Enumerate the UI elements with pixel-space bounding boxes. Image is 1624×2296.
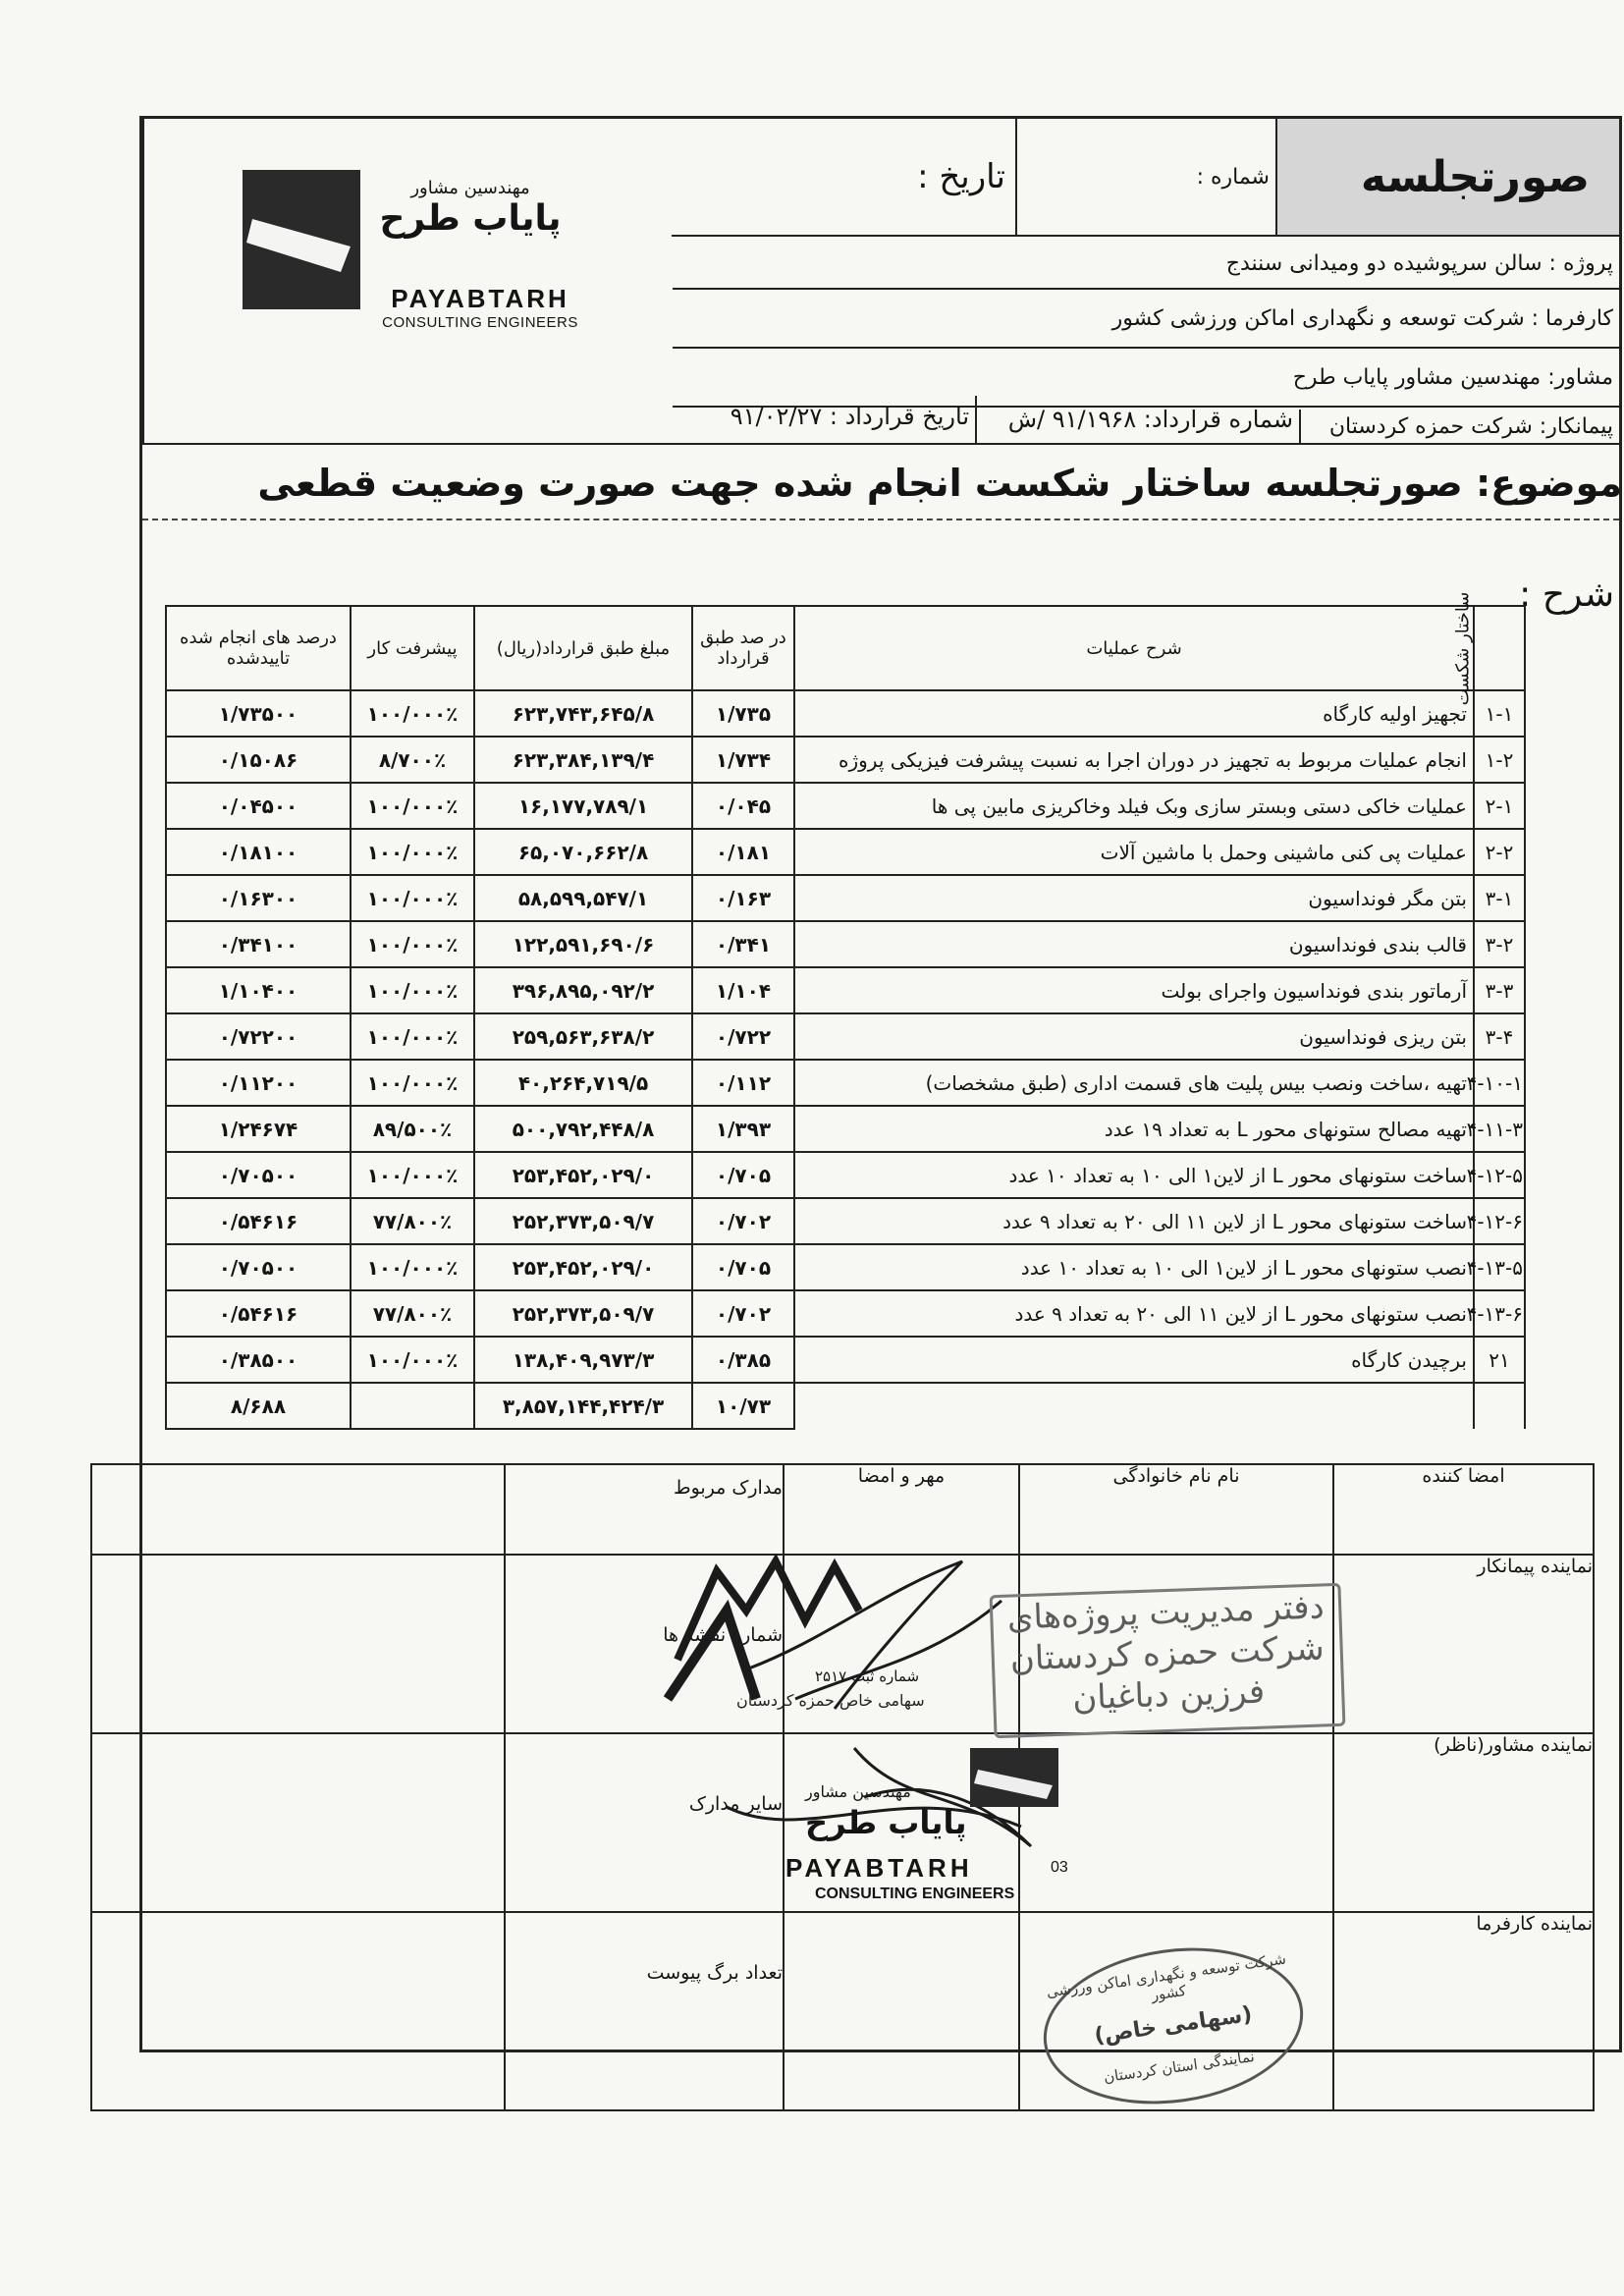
payabtarh-logo-icon [243,170,360,309]
table-row [166,1337,1525,1383]
cell-amount: ۶۲۳,۳۸۴,۱۳۹/۴ [474,737,692,783]
cell-code: ۳-۴ [1474,1013,1525,1060]
cell-pct: ۰/۱۸۱ [692,829,794,875]
cell-amount: ۲۵۹,۵۶۳,۶۳۸/۲ [474,1013,692,1060]
table-row [166,783,1525,829]
cell-desc: انجام عملیات مربوط به تجهیز در دوران اجرا به نسبت پیشرفت فیزیکی پروژه [794,737,1474,783]
dashed-divider [142,519,1619,520]
cell-code: ۱-۲ [1474,737,1525,783]
total-pct: ۱۰/۷۳ [692,1383,794,1429]
cell-desc: قالب بندی فونداسیون [794,921,1474,967]
col-progress-header: پیشرفت کار [351,606,474,690]
table-row [166,690,1525,737]
cell-pct: ۰/۷۰۲ [692,1290,794,1337]
empty-cell [91,1555,505,1733]
cell-desc: تهیه مصالح ستونهای محور L به تعداد ۱۹ عدد [794,1106,1474,1152]
cell-pct: ۰/۱۱۲ [692,1060,794,1106]
consultant-rep-label: نماینده مشاور(ناظر) [1333,1733,1594,1912]
table-row [166,875,1525,921]
page-code: 03 [1051,1859,1068,1876]
cell-desc: نصب ستونهای محور L از لاین ۱۱ الی ۲۰ به تعداد ۹ عدد [794,1290,1474,1337]
logo-english [372,284,588,331]
cell-amount: ۶۵,۰۷۰,۶۶۲/۸ [474,829,692,875]
logo-en-small: CONSULTING ENGINEERS [382,314,578,331]
doc-title: صورتجلسه [1275,119,1619,237]
cell-pct: ۰/۷۰۲ [692,1198,794,1244]
cell-pct: ۰/۷۰۵ [692,1152,794,1198]
cell-progress: ۱۰۰/۰۰۰٪ [351,1244,474,1290]
consult-stamp-fa-small: مهندسین مشاور [805,1782,911,1801]
seal-header: مهر و امضا [784,1464,1019,1555]
cell-progress: ۱۰۰/۰۰۰٪ [351,1060,474,1106]
cell-approved: ۰/۰۴۵۰۰ [166,783,351,829]
cell-pct: ۰/۳۸۵ [692,1337,794,1383]
table-row [166,921,1525,967]
seal-mid-text: (سهامی خاص) [1093,2001,1254,2050]
cell-pct: ۰/۱۶۳ [692,875,794,921]
hamzeh-stamp-text: سهامی خاص حمزه کردستان [736,1691,925,1710]
cell-progress: ۷۷/۸۰۰٪ [351,1198,474,1244]
logo-area [142,119,675,443]
cell-approved: ۰/۵۴۶۱۶ [166,1198,351,1244]
cell-code: ۴-۱۳-۵ [1474,1244,1525,1290]
cell-desc: ساخت ستونهای محور L از لاین ۱۱ الی ۲۰ به تعداد ۹ عدد [794,1198,1474,1244]
empty-cell [91,1912,505,2110]
table-row [166,1290,1525,1337]
cell-code: ۳-۳ [1474,967,1525,1013]
cell-code: ۴-۱۳-۶ [1474,1290,1525,1337]
cell-progress: ۱۰۰/۰۰۰٪ [351,921,474,967]
consult-stamp-fa-big: پایاب طرح [805,1804,967,1841]
project-office-stamp [990,1583,1346,1738]
cell-approved: ۰/۷۰۵۰۰ [166,1152,351,1198]
employer-rep-label: نماینده کارفرما [1333,1912,1594,2110]
cell-progress: ۱۰۰/۰۰۰٪ [351,783,474,829]
cell-code: ۲-۲ [1474,829,1525,875]
number-field: شماره : [1015,119,1275,237]
cell-code: ۴-۱۲-۵ [1474,1152,1525,1198]
totals-row [166,1383,1525,1429]
cell-approved: ۱/۲۴۶۷۴ [166,1106,351,1152]
cell-amount: ۶۲۳,۷۴۳,۶۴۵/۸ [474,690,692,737]
empty-cell [351,1383,474,1429]
cell-approved: ۰/۳۸۵۰۰ [166,1337,351,1383]
cell-desc: تهیه ،ساخت ونصب بیس پلیت های قسمت اداری (طبق مشخصات) [794,1060,1474,1106]
signature-header-row [91,1464,1594,1555]
date-field: تاریخ : [672,119,1015,237]
cell-amount: ۲۵۲,۳۷۳,۵۰۹/۷ [474,1290,692,1337]
cell-progress: ۸۹/۵۰۰٪ [351,1106,474,1152]
cell-progress: ۱۰۰/۰۰۰٪ [351,967,474,1013]
cell-desc: بتن ریزی فونداسیون [794,1013,1474,1060]
cell-approved: ۰/۷۰۵۰۰ [166,1244,351,1290]
logo-fa-small: مهندسین مشاور [410,178,530,198]
total-amount: ۳,۸۵۷,۱۴۴,۴۲۴/۳ [474,1383,692,1429]
cell-code: ۳-۱ [1474,875,1525,921]
col-code-header: ساختار شکست [1474,606,1525,690]
cell-pct: ۱/۳۹۳ [692,1106,794,1152]
table-row [166,1106,1525,1152]
cell-progress: ۱۰۰/۰۰۰٪ [351,1013,474,1060]
employer-row [91,1912,1594,2110]
cell-desc: آرماتور بندی فونداسیون واجرای بولت [794,967,1474,1013]
seal-bottom-text: نمایندگی استان کردستان [1102,2047,1256,2087]
cell-progress: ۱۰۰/۰۰۰٪ [351,1152,474,1198]
cell-pct: ۰/۷۰۵ [692,1244,794,1290]
breakdown-table [165,591,1526,1430]
consultant-field: مشاور: مهندسین مشاور پایاب طرح [673,349,1619,408]
cell-pct: ۱/۷۳۵ [692,690,794,737]
consult-stamp-en-small: CONSULTING ENGINEERS [815,1886,1015,1902]
empty-cell [91,1733,505,1912]
logo-en-big: PAYABTARH [391,284,569,313]
cell-code: ۲۱ [1474,1337,1525,1383]
cell-approved: ۱/۱۰۴۰۰ [166,967,351,1013]
drawing-numbers-label: شماره نقشه ها [505,1555,784,1733]
logo-persian [372,178,568,239]
col-amount-header: مبلغ طبق قرارداد(ریال) [474,606,692,690]
contract-number-field: شماره قرارداد: ۹۱/۱۹۶۸ /ش [975,396,1299,443]
cell-approved: ۰/۵۴۶۱۶ [166,1290,351,1337]
header-block [142,119,1619,445]
cell-amount: ۱۶,۱۷۷,۷۸۹/۱ [474,783,692,829]
cell-code: ۳-۲ [1474,921,1525,967]
table-row [166,1060,1525,1106]
cell-approved: ۰/۳۴۱۰۰ [166,921,351,967]
consult-stamp-en-big: PAYABTARH [785,1853,973,1883]
cell-progress: ۱۰۰/۰۰۰٪ [351,690,474,737]
col-pct-header: در صد طبق قرارداد [692,606,794,690]
cell-pct: ۱/۱۰۴ [692,967,794,1013]
sharh-label: شرح : [1519,574,1614,615]
stamp-line: دفتر مدیریت پروژه‌های [1006,1587,1326,1638]
cell-desc: ساخت ستونهای محور L از لاین۱ الی ۱۰ به تعداد ۱۰ عدد [794,1152,1474,1198]
seal-ring-text: شرکت توسعه و نگهداری اماکن ورزشی کشور [1045,1949,1287,2004]
cell-code: ۴-۱۲-۶ [1474,1198,1525,1244]
cell-amount: ۴۰,۲۶۴,۷۱۹/۵ [474,1060,692,1106]
stamp-line: شرکت حمزه کردستان [1009,1628,1326,1679]
employer-seal-cell [784,1912,1019,2110]
cell-pct: ۰/۳۴۱ [692,921,794,967]
logo-fa-big: پایاب طرح [379,198,562,239]
signer-header: امضا کننده [1333,1464,1594,1555]
cell-code: ۴-۱۰-۱ [1474,1060,1525,1106]
cell-amount: ۳۹۶,۸۹۵,۰۹۲/۲ [474,967,692,1013]
empty-cell [91,1464,505,1555]
cell-desc: عملیات پی کنی ماشینی وحمل با ماشین آلات [794,829,1474,875]
cell-progress: ۱۰۰/۰۰۰٪ [351,829,474,875]
cell-amount: ۵۸,۵۹۹,۵۴۷/۱ [474,875,692,921]
other-docs-label: سایر مدارک [505,1733,784,1912]
cell-pct: ۰/۷۲۲ [692,1013,794,1060]
cell-amount: ۵۰۰,۷۹۲,۴۴۸/۸ [474,1106,692,1152]
cell-approved: ۰/۱۱۲۰۰ [166,1060,351,1106]
table-row [166,1152,1525,1198]
empty-cell [794,1383,1474,1429]
cell-desc: تجهیز اولیه کارگاه [794,690,1474,737]
cell-approved: ۰/۱۸۱۰۰ [166,829,351,875]
cell-progress: ۸/۷۰۰٪ [351,737,474,783]
cell-pct: ۰/۰۴۵ [692,783,794,829]
cell-amount: ۲۵۲,۳۷۳,۵۰۹/۷ [474,1198,692,1244]
table-row [166,1244,1525,1290]
empty-cell [1474,1383,1525,1429]
cell-pct: ۱/۷۳۴ [692,737,794,783]
cell-desc: عملیات خاکی دستی وبستر سازی وبک فیلد وخاکریزی مابین پی ها [794,783,1474,829]
name-header: نام نام خانوادگی [1019,1464,1333,1555]
cell-amount: ۱۳۸,۴۰۹,۹۷۳/۳ [474,1337,692,1383]
hamzeh-reg-number: شماره ثبت ۲۵۱۷ [815,1667,920,1685]
contractor-field: پیمانکار: شرکت حمزه کردستان [1299,410,1619,443]
cell-progress: ۷۷/۸۰۰٪ [351,1290,474,1337]
attachments-label: تعداد برگ پیوست [505,1912,784,2110]
contract-date-field: تاریخ قرارداد : ۹۱/۰۲/۲۷ [730,403,969,430]
cell-desc: نصب ستونهای محور L از لاین۱ الی ۱۰ به تعداد ۱۰ عدد [794,1244,1474,1290]
table-row [166,1198,1525,1244]
project-field: پروژه : سالن سرپوشیده دو ومیدانی سنندج [673,239,1619,290]
table-header-row [166,606,1525,690]
cell-code: ۱-۱ [1474,690,1525,737]
col-desc-header: شرح عملیات [794,606,1474,690]
employer-field: کارفرما : شرکت توسعه و نگهداری اماکن ورزشی کشور [673,290,1619,349]
cell-desc: بتن مگر فونداسیون [794,875,1474,921]
table-row [166,829,1525,875]
cell-approved: ۱/۷۳۵۰۰ [166,690,351,737]
cell-desc: برچیدن کارگاه [794,1337,1474,1383]
cell-amount: ۲۵۳,۴۵۲,۰۲۹/۰ [474,1152,692,1198]
subject-line: موضوع: صورتجلسه ساختار شکست انجام شده جهت صورت وضعیت قطعی [257,462,1622,505]
contractor-rep-label: نماینده پیمانکار [1333,1555,1594,1733]
total-approved: ۸/۶۸۸ [166,1383,351,1429]
col-approved-header: درصد های انجام شده تاییدشده [166,606,351,690]
stamp-line: فرزین دباغیان [1071,1671,1266,1719]
table-row [166,737,1525,783]
table-row [166,967,1525,1013]
cell-amount: ۲۵۳,۴۵۲,۰۲۹/۰ [474,1244,692,1290]
cell-approved: ۰/۱۵۰۸۶ [166,737,351,783]
docs-header: مدارک مربوط [505,1464,784,1555]
cell-code: ۴-۱۱-۳ [1474,1106,1525,1152]
cell-progress: ۱۰۰/۰۰۰٪ [351,875,474,921]
cell-amount: ۱۲۲,۵۹۱,۶۹۰/۶ [474,921,692,967]
cell-progress: ۱۰۰/۰۰۰٪ [351,1337,474,1383]
cell-approved: ۰/۷۲۲۰۰ [166,1013,351,1060]
table-row [166,1013,1525,1060]
cell-code: ۲-۱ [1474,783,1525,829]
cell-approved: ۰/۱۶۳۰۰ [166,875,351,921]
